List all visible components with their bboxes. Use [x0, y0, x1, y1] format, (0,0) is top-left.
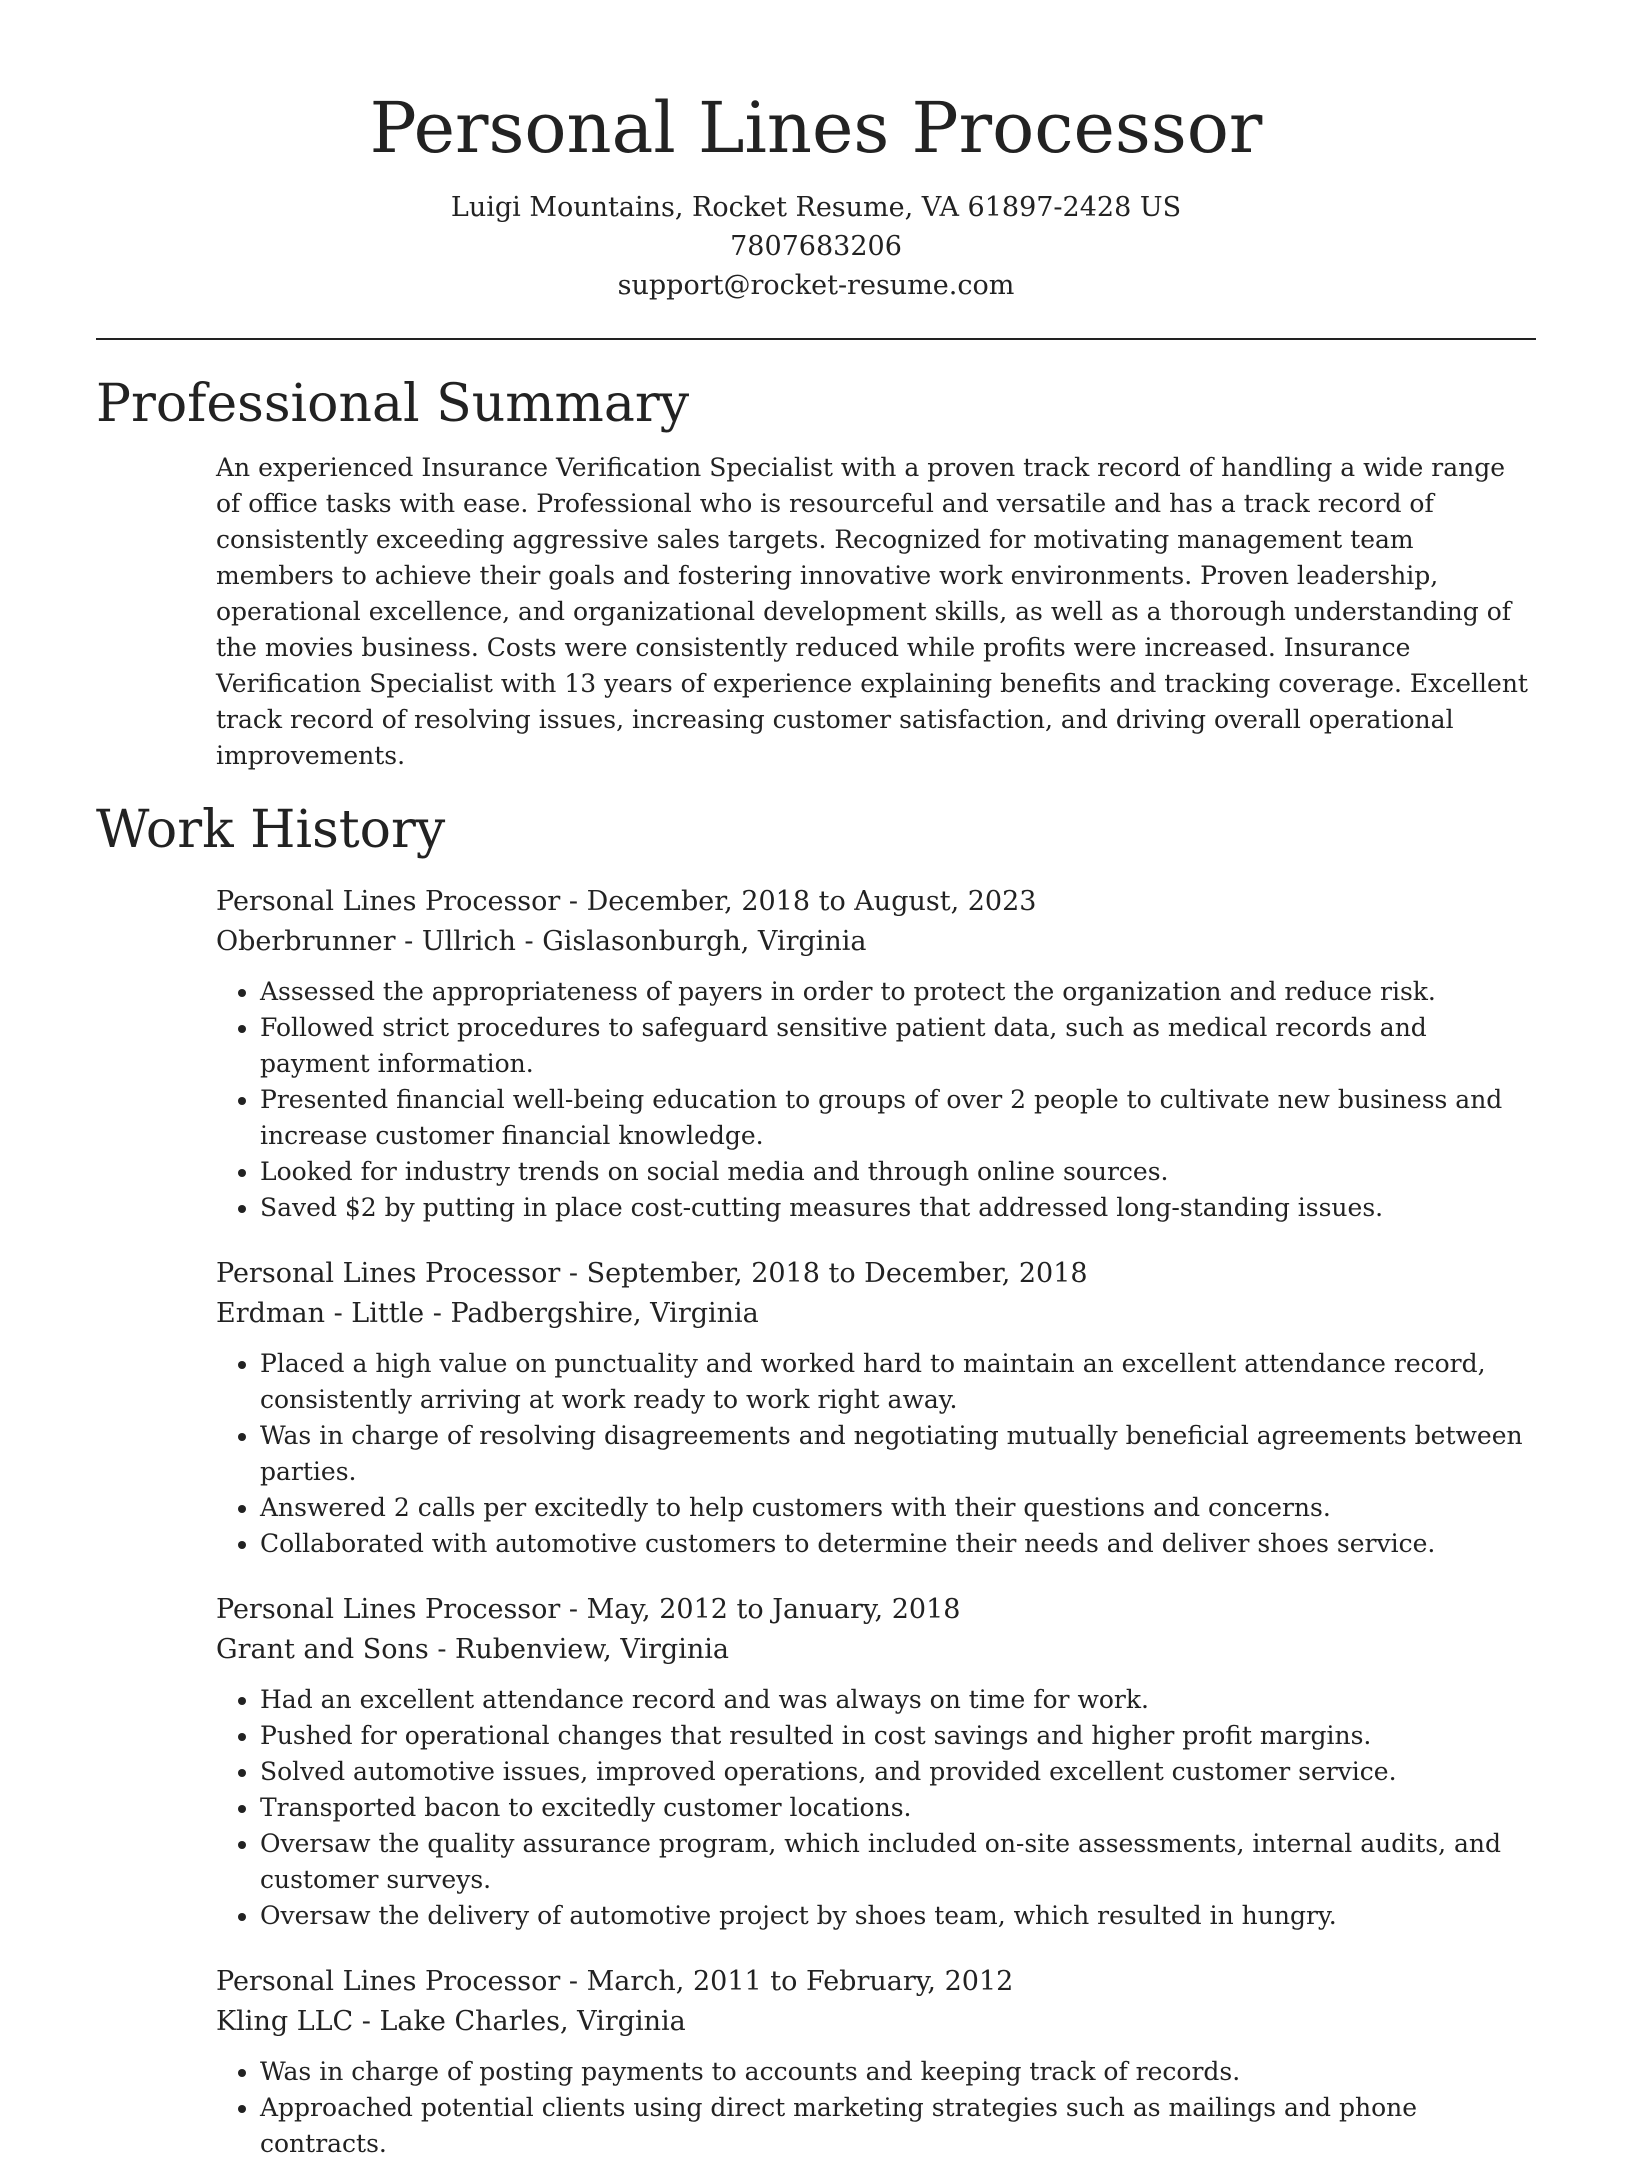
list-item: • Collaborated with automotive customers to determine their needs and deliver shoes service. — [260, 1526, 1536, 1562]
work-history-heading: Work History — [96, 800, 446, 860]
job-title: Personal Lines Processor — [216, 1966, 561, 1997]
resume-header — [0, 0, 1632, 305]
job-bullets — [216, 1346, 1536, 1562]
list-item: • Had an excellent attendance record and was always on time for work. — [260, 1682, 1536, 1718]
job-bullets — [216, 2054, 1536, 2162]
job-entry — [216, 1962, 1536, 2162]
list-item: • Assessed the appropriateness of payers in order to protect the organization and reduce risk. — [260, 974, 1536, 1010]
list-item: • Placed a high value on punctuality and worked hard to maintain an excellent attendance record, consistently arriving at work ready to work right away. — [260, 1346, 1536, 1418]
job-location: - Rubenview, Virginia — [428, 1634, 729, 1665]
job-bullets — [216, 974, 1536, 1226]
job-dates: - May, 2012 to January, 2018 — [560, 1594, 961, 1625]
job-company-line — [216, 1294, 1536, 1334]
list-item: • Pushed for operational changes that resulted in cost savings and higher profit margins. — [260, 1718, 1536, 1754]
list-item: • Was in charge of posting payments to accounts and keeping track of records. — [260, 2054, 1536, 2090]
job-title-line — [216, 882, 1536, 922]
list-item: • Looked for industry trends on social media and through online sources. — [260, 1154, 1536, 1190]
job-location: - Gislasonburgh, Virginia — [515, 926, 867, 957]
list-item: • Answered 2 calls per excitedly to help customers with their questions and concerns. — [260, 1490, 1536, 1526]
job-entry — [216, 1590, 1536, 1934]
email-text: support@rocket-resume.com — [617, 270, 1015, 301]
job-entry — [216, 882, 1536, 1226]
job-company: Grant and Sons — [216, 1634, 429, 1665]
list-item: • Oversaw the quality assurance program, which included on-site assessments, internal audits, and customer surveys. — [260, 1826, 1536, 1898]
job-entry — [216, 1254, 1536, 1562]
list-item: • Saved $2 by putting in place cost-cutting measures that addressed long-standing issues. — [260, 1190, 1536, 1226]
job-company: Oberbrunner - Ullrich — [216, 926, 516, 957]
page-title: Personal Lines Processor — [369, 87, 1263, 169]
address-text: Luigi Mountains, Rocket Resume, VA 61897-2428 US — [450, 192, 1182, 223]
job-company-line — [216, 922, 1536, 962]
job-company-line — [216, 1630, 1536, 1670]
job-company: Erdman - Little — [216, 1298, 425, 1329]
job-location: - Lake Charles, Virginia — [353, 2006, 686, 2037]
summary-heading: Professional Summary — [96, 374, 690, 434]
job-dates: - March, 2011 to February, 2012 — [560, 1966, 1014, 1997]
list-item: • Solved automotive issues, improved operations, and provided excellent customer service. — [260, 1754, 1536, 1790]
list-item: • Followed strict procedures to safeguard sensitive patient data, such as medical records and payment information. — [260, 1010, 1536, 1082]
job-dates: - December, 2018 to August, 2023 — [560, 886, 1037, 917]
summary-text: An experienced Insurance Verification Specialist with a proven track record of handling a wide range of office tasks with ease. Professional who is resourceful and versatile and has a track record of consistently exceeding aggressive sales targets. Recognized for motivating management team members to achieve their goals and fostering innovative work environments. Proven leadership, operational excellence, and organizational development skills, as well as a thorough understanding of the movies business. Costs were consistently reduced while profits were increased. Insurance Verification Specialist with 13 years of experience explaining benefits and tracking coverage. Excellent track record of resolving issues, increasing customer satisfaction, and driving overall operational improvements. — [216, 453, 1528, 770]
list-item: • Oversaw the delivery of automotive project by shoes team, which resulted in hungry. — [260, 1898, 1536, 1934]
job-title: Personal Lines Processor — [216, 1594, 561, 1625]
job-title: Personal Lines Processor — [216, 886, 561, 917]
job-dates: - September, 2018 to December, 2018 — [560, 1258, 1088, 1289]
job-title-line — [216, 1254, 1536, 1294]
job-company-line — [216, 2002, 1536, 2042]
contact-info — [0, 188, 1632, 305]
job-location: - Padbergshire, Virginia — [424, 1298, 759, 1329]
list-item: • Transported bacon to excitedly customer locations. — [260, 1790, 1536, 1826]
job-title-line — [216, 1962, 1536, 2002]
list-item: • Was in charge of resolving disagreements and negotiating mutually beneficial agreements between parties. — [260, 1418, 1536, 1490]
list-item: • Presented financial well-being education to groups of over 2 people to cultivate new business and increase customer financial knowledge. — [260, 1082, 1536, 1154]
job-title: Personal Lines Processor — [216, 1258, 561, 1289]
header-divider — [96, 338, 1536, 340]
phone-text: 7807683206 — [730, 231, 902, 262]
job-bullets — [216, 1682, 1536, 1934]
list-item: • Approached potential clients using direct marketing strategies such as mailings and phone contracts. — [260, 2090, 1536, 2162]
job-company: Kling LLC — [216, 2006, 354, 2037]
job-title-line — [216, 1590, 1536, 1630]
